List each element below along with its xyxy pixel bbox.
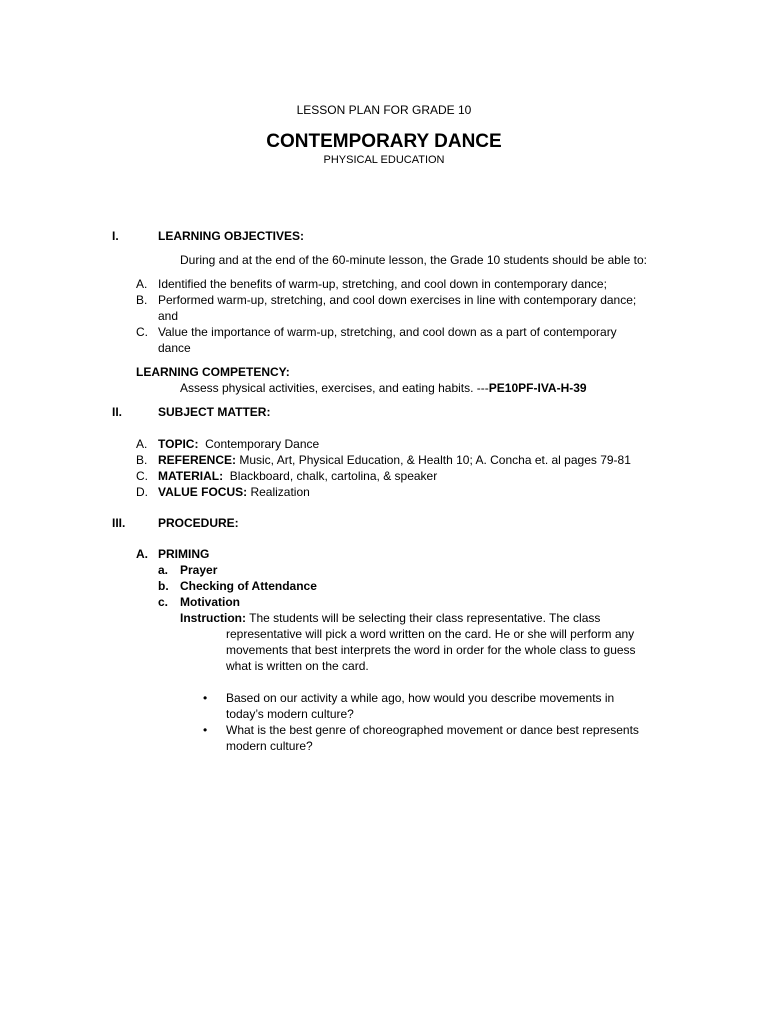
section-3-heading: PROCEDURE:	[158, 516, 239, 530]
page-title: CONTEMPORARY DANCE	[266, 131, 502, 152]
competency-text	[180, 380, 587, 396]
step-label: Checking of Attendance	[180, 579, 317, 593]
lesson-plan-heading: LESSON PLAN FOR GRADE 10	[296, 103, 472, 117]
subject-value: Music, Art, Physical Education, & Health 10; A. Concha et. al pages 79-81	[236, 453, 631, 467]
instruction-text: The students will be selecting their class representative. The class	[246, 611, 601, 625]
question-text: What is the best genre of choreographed movement or dance best represents	[226, 723, 639, 737]
objective-letter: C.	[136, 325, 148, 339]
question-text: today’s modern culture?	[226, 707, 354, 721]
bullet-icon: •	[203, 691, 208, 705]
section-2-numeral: II.	[112, 405, 123, 419]
competency-heading: LEARNING COMPETENCY:	[136, 365, 290, 379]
objective-text: Performed warm-up, stretching, and cool down exercises in line with contemporary dance;	[158, 293, 637, 307]
section-1-heading: LEARNING OBJECTIVES:	[158, 229, 305, 243]
step-label: Motivation	[180, 595, 240, 609]
objective-text: Identified the benefits of warm-up, stretching, and cool down in contemporary dance;	[158, 277, 607, 291]
instruction-first-line	[180, 610, 600, 626]
question-text: modern culture?	[226, 739, 313, 753]
instruction-label: Instruction:	[180, 611, 246, 625]
subject-label: MATERIAL:	[158, 469, 224, 483]
subject-item	[158, 468, 437, 484]
step-letter: c.	[158, 595, 169, 609]
subject-letter: D.	[136, 485, 148, 499]
subject-letter: B.	[136, 453, 148, 467]
section-1-numeral: I.	[112, 229, 119, 243]
instruction-line: movements that best interprets the word in order for the whole class to guess	[226, 643, 636, 657]
subject-item	[158, 452, 631, 468]
objective-letter: A.	[136, 277, 148, 291]
subject-value: Realization	[247, 485, 310, 499]
objective-text: Value the importance of warm-up, stretching, and cool down as a part of contemporary	[158, 325, 617, 339]
procedure-letter: A.	[136, 547, 148, 561]
subject-label: TOPIC:	[158, 437, 199, 451]
section-3-numeral: III.	[112, 516, 126, 530]
step-label: Prayer	[180, 563, 218, 577]
subject-label: VALUE FOCUS:	[158, 485, 248, 499]
section-2-heading: SUBJECT MATTER:	[158, 405, 271, 419]
objective-letter: B.	[136, 293, 148, 307]
instruction-line: representative will pick a word written on the card. He or she will perform any	[226, 627, 635, 641]
subject-label: REFERENCE:	[158, 453, 237, 467]
question-text: Based on our activity a while ago, how would you describe movements in	[226, 691, 615, 705]
subject-value: Contemporary Dance	[198, 437, 320, 451]
page-subtitle: PHYSICAL EDUCATION	[323, 154, 445, 166]
step-letter: a.	[158, 563, 169, 577]
objectives-intro: During and at the end of the 60-minute lesson, the Grade 10 students should be able to:	[180, 253, 647, 267]
subject-item	[158, 484, 310, 500]
procedure-subheading: PRIMING	[158, 547, 210, 561]
subject-item	[158, 436, 319, 452]
objective-text: dance	[158, 341, 191, 355]
step-letter: b.	[158, 579, 169, 593]
subject-letter: C.	[136, 469, 148, 483]
objective-text: and	[158, 309, 179, 323]
subject-value: Blackboard, chalk, cartolina, & speaker	[223, 469, 438, 483]
subject-letter: A.	[136, 437, 148, 451]
bullet-icon: •	[203, 723, 208, 737]
instruction-line: what is written on the card.	[226, 659, 369, 673]
competency-code: PE10PF-IVA-H-39	[488, 381, 587, 395]
competency-description: Assess physical activities, exercises, and eating habits. ---	[180, 381, 489, 395]
